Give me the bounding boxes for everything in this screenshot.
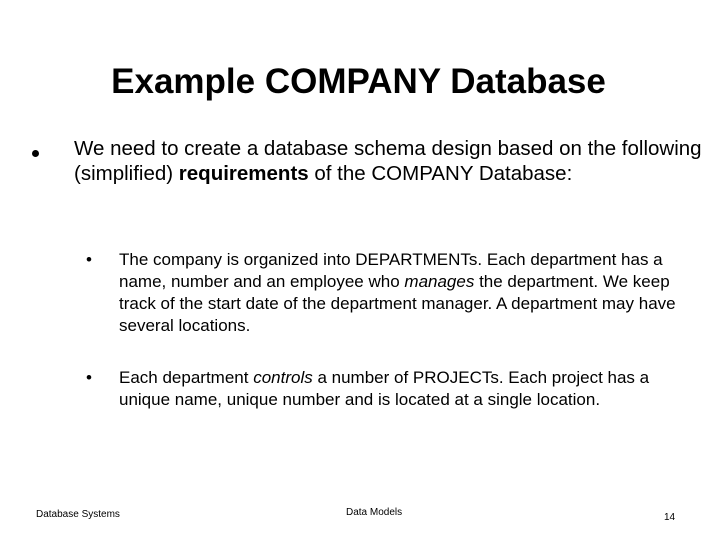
footer-left: Database Systems [36,509,120,520]
sub-bullet-marker-1: • [86,250,92,269]
main-bullet-text [74,136,704,186]
page-number: 14 [664,512,676,523]
slide-title: Example COMPANY Database [111,62,606,101]
sub-bullet-text-2 [119,367,699,411]
sub-bullet-1-italic-term: manages [404,272,475,291]
bullet-dot-icon [32,150,39,157]
sub-bullet-marker-2: • [86,368,92,387]
sub-bullet-1-text-start: The company is organized into DEPARTMENTs. Each department has a name, number and an employee who [119,250,663,291]
sub-bullet-1-text-end: the department. We keep track of the start date of the department manager. A department may have several locations. [119,272,676,335]
sub-bullet-2-text-start: Each department [119,368,254,387]
main-bullet-bold-term: requirements [178,162,309,185]
main-bullet-text-end: of the COMPANY Database: [308,162,573,185]
footer-center: Data Models [346,507,403,518]
sub-bullet-2-text-end: a number of PROJECTs. Each project has a unique name, unique number and is located at a single location. [119,368,650,409]
sub-bullet-2-italic-term: controls [253,368,313,387]
main-bullet-text-start: We need to create a database schema design based on the following (simplified) [74,137,702,185]
sub-bullet-text-1 [119,249,699,337]
